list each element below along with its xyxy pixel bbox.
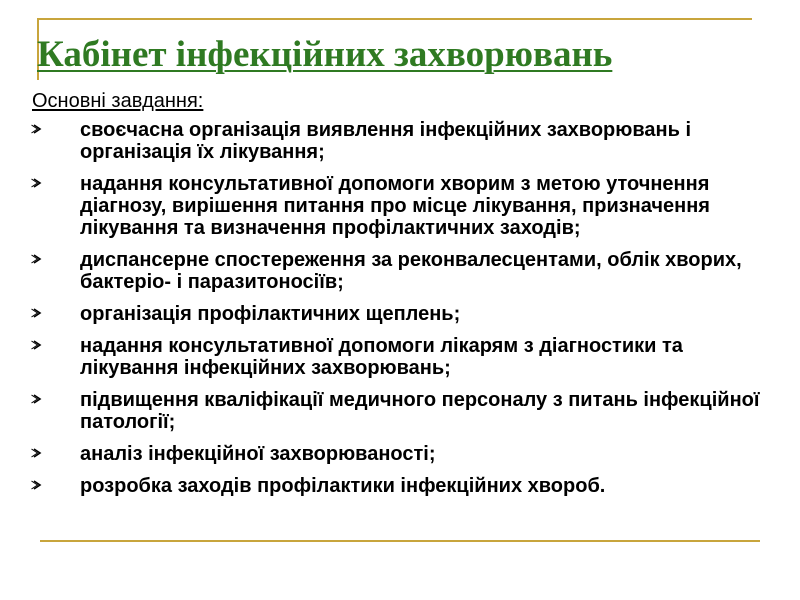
arrow-bullet-icon: [30, 478, 44, 492]
arrow-bullet-icon: [30, 252, 44, 266]
top-decorative-line: [37, 18, 752, 20]
arrow-bullet-icon: [30, 392, 44, 406]
task-item: [30, 335, 775, 379]
task-text: своєчасна організація виявлення інфекційних захворювань і організація їх лікування;: [80, 119, 691, 163]
task-text: диспансерне спостереження за реконвалесцентами, облік хворих, бактеріо- і паразитоносіїв;: [80, 249, 742, 293]
arrow-bullet-icon: [30, 338, 44, 352]
task-item: [30, 443, 775, 465]
task-text: надання консультативної допомоги хворим з метою уточнення діагнозу, вирішення питання про місце лікування, призначення лікування та визначення профілактичних заходів;: [80, 173, 710, 239]
arrow-bullet-icon: [30, 176, 44, 190]
arrow-bullet-icon: [30, 446, 44, 460]
task-text: розробка заходів профілактики інфекційних хвороб.: [80, 475, 606, 497]
task-text: підвищення кваліфікації медичного персоналу з питань інфекційної патології;: [80, 389, 760, 433]
arrow-bullet-icon: [30, 122, 44, 136]
task-text: організація профілактичних щеплень;: [80, 303, 461, 325]
task-text: надання консультативної допомоги лікарям з діагностики та лікування інфекційних захворювань;: [80, 335, 683, 379]
arrow-bullet-icon: [30, 306, 44, 320]
task-item: [30, 475, 775, 497]
slide-title: Кабінет інфекційних захворювань: [37, 34, 613, 75]
task-item: [30, 249, 775, 293]
task-item: [30, 119, 775, 163]
task-text: аналіз інфекційної захворюваності;: [80, 443, 436, 465]
bottom-decorative-line: [40, 540, 760, 542]
section-subtitle: Основні завдання:: [32, 90, 204, 112]
task-item: [30, 303, 775, 325]
task-item: [30, 173, 775, 239]
task-item: [30, 389, 775, 433]
tasks-list: [30, 119, 775, 507]
